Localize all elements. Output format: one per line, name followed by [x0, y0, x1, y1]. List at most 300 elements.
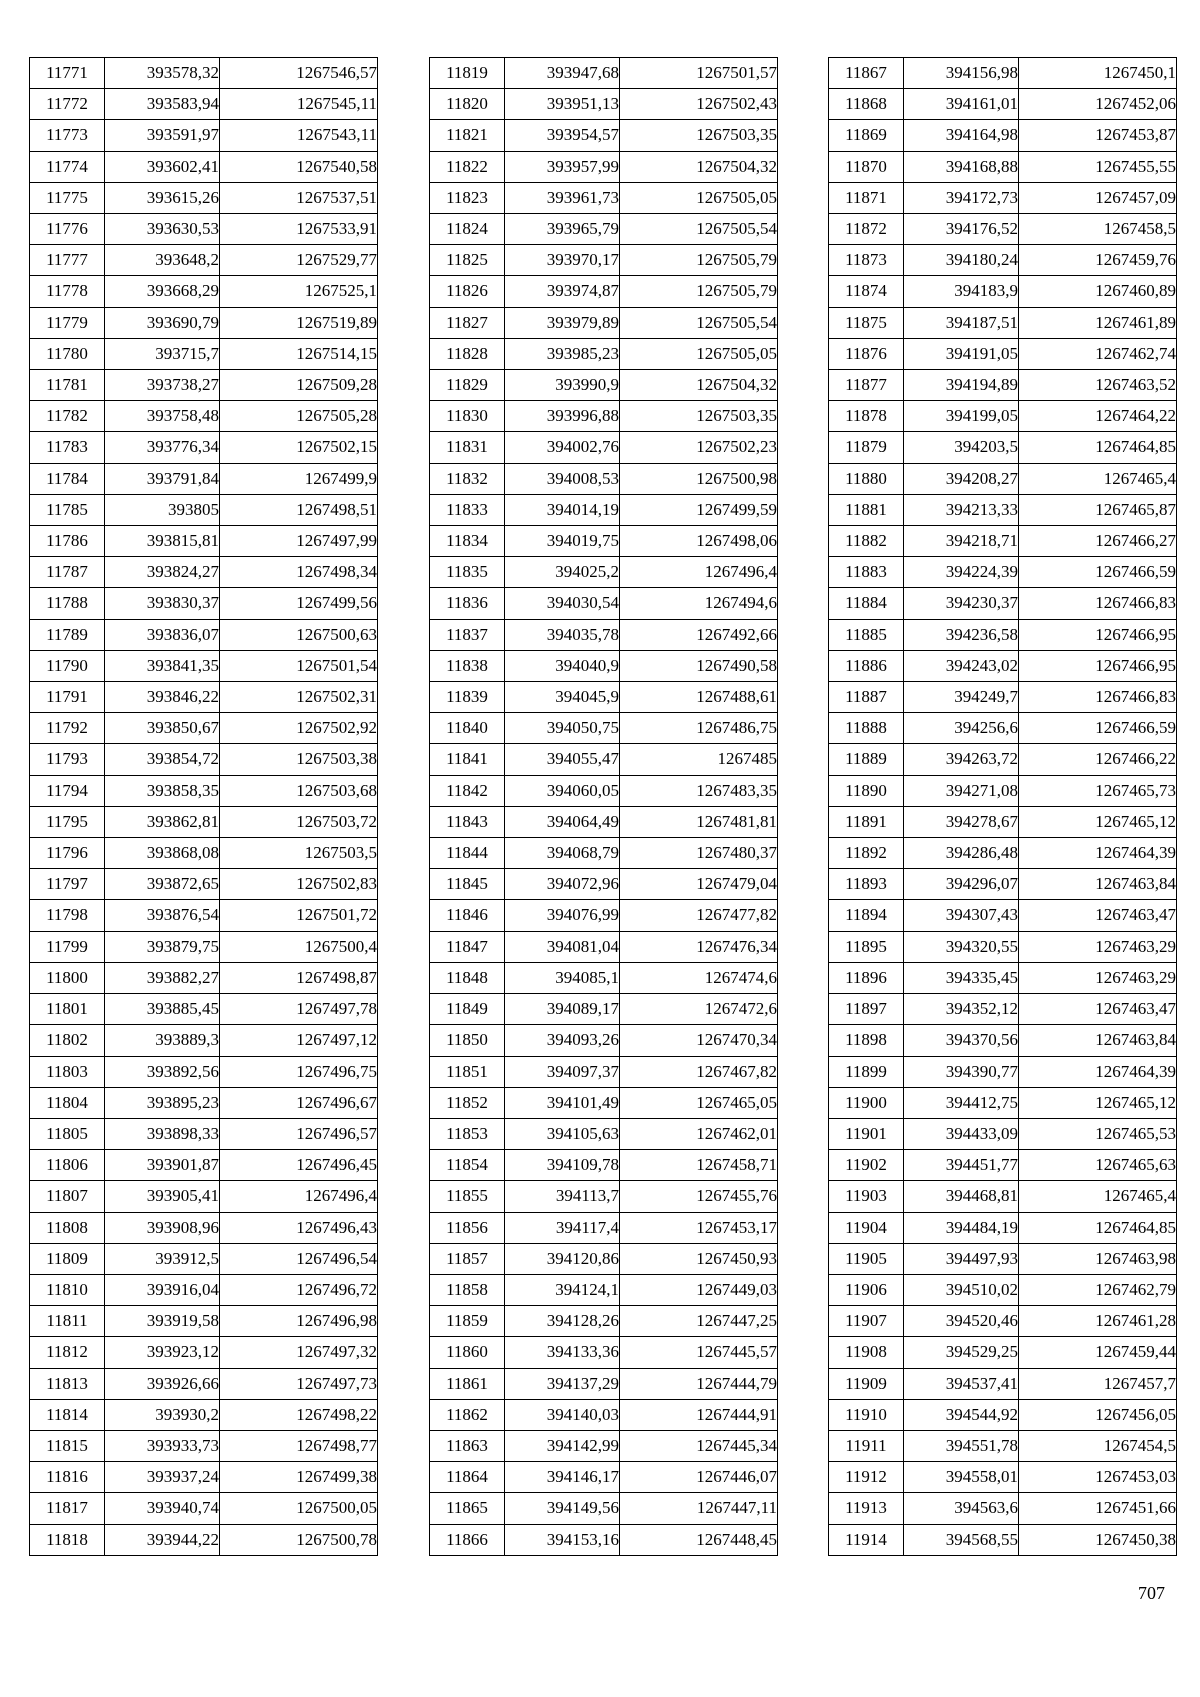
y-coordinate-cell: 1267540,58	[220, 151, 378, 182]
x-coordinate-cell: 394137,29	[505, 1368, 620, 1399]
x-coordinate-cell: 393940,74	[105, 1493, 220, 1524]
x-coordinate-cell: 394050,75	[505, 713, 620, 744]
point-number-cell: 11811	[30, 1306, 105, 1337]
y-coordinate-cell: 1267546,57	[220, 58, 378, 89]
y-coordinate-cell: 1267444,79	[620, 1368, 778, 1399]
x-coordinate-cell: 393776,34	[105, 432, 220, 463]
table-row	[430, 744, 778, 775]
y-coordinate-cell: 1267454,5	[1019, 1430, 1177, 1461]
y-coordinate-cell: 1267464,39	[1019, 838, 1177, 869]
table-row	[30, 1118, 378, 1149]
table-row	[30, 370, 378, 401]
x-coordinate-cell: 394140,03	[505, 1399, 620, 1430]
point-number-cell: 11858	[430, 1274, 505, 1305]
x-coordinate-cell: 394296,07	[904, 869, 1019, 900]
table-row	[430, 526, 778, 557]
table-row	[829, 900, 1177, 931]
table-row	[30, 89, 378, 120]
x-coordinate-cell: 394153,16	[505, 1524, 620, 1555]
y-coordinate-cell: 1267464,22	[1019, 401, 1177, 432]
x-coordinate-cell: 394161,01	[904, 89, 1019, 120]
table-row	[829, 744, 1177, 775]
table-row	[829, 1087, 1177, 1118]
x-coordinate-cell: 394008,53	[505, 463, 620, 494]
table-row	[30, 869, 378, 900]
x-coordinate-cell: 394097,37	[505, 1056, 620, 1087]
point-number-cell: 11788	[30, 588, 105, 619]
point-number-cell: 11868	[829, 89, 904, 120]
y-coordinate-cell: 1267460,89	[1019, 276, 1177, 307]
point-number-cell: 11783	[30, 432, 105, 463]
table-row	[430, 245, 778, 276]
y-coordinate-cell: 1267486,75	[620, 713, 778, 744]
y-coordinate-cell: 1267451,66	[1019, 1493, 1177, 1524]
point-number-cell: 11840	[430, 713, 505, 744]
table-row	[430, 1462, 778, 1493]
point-number-cell: 11862	[430, 1399, 505, 1430]
table-row	[430, 838, 778, 869]
x-coordinate-cell: 393824,27	[105, 557, 220, 588]
y-coordinate-cell: 1267499,59	[620, 494, 778, 525]
x-coordinate-cell: 394263,72	[904, 744, 1019, 775]
y-coordinate-cell: 1267488,61	[620, 682, 778, 713]
x-coordinate-cell: 394433,09	[904, 1118, 1019, 1149]
point-number-cell: 11796	[30, 838, 105, 869]
coordinate-table-2	[429, 57, 778, 1556]
y-coordinate-cell: 1267463,52	[1019, 370, 1177, 401]
table-row	[430, 338, 778, 369]
y-coordinate-cell: 1267477,82	[620, 900, 778, 931]
point-number-cell: 11875	[829, 307, 904, 338]
point-number-cell: 11849	[430, 994, 505, 1025]
table-row	[30, 432, 378, 463]
point-number-cell: 11829	[430, 370, 505, 401]
table-row	[829, 1337, 1177, 1368]
y-coordinate-cell: 1267474,6	[620, 962, 778, 993]
x-coordinate-cell: 394558,01	[904, 1462, 1019, 1493]
y-coordinate-cell: 1267505,54	[620, 307, 778, 338]
x-coordinate-cell: 393591,97	[105, 120, 220, 151]
point-number-cell: 11888	[829, 713, 904, 744]
table-row	[30, 1337, 378, 1368]
table-row	[30, 307, 378, 338]
point-number-cell: 11803	[30, 1056, 105, 1087]
y-coordinate-cell: 1267465,63	[1019, 1150, 1177, 1181]
table-row	[829, 245, 1177, 276]
y-coordinate-cell: 1267445,57	[620, 1337, 778, 1368]
y-coordinate-cell: 1267509,28	[220, 370, 378, 401]
point-number-cell: 11824	[430, 214, 505, 245]
table-row	[30, 120, 378, 151]
y-coordinate-cell: 1267463,98	[1019, 1243, 1177, 1274]
point-number-cell: 11847	[430, 931, 505, 962]
y-coordinate-cell: 1267448,45	[620, 1524, 778, 1555]
y-coordinate-cell: 1267498,22	[220, 1399, 378, 1430]
y-coordinate-cell: 1267496,4	[220, 1181, 378, 1212]
point-number-cell: 11909	[829, 1368, 904, 1399]
x-coordinate-cell: 394081,04	[505, 931, 620, 962]
point-number-cell: 11791	[30, 682, 105, 713]
table-row	[30, 1430, 378, 1461]
table-row	[430, 1493, 778, 1524]
point-number-cell: 11850	[430, 1025, 505, 1056]
x-coordinate-cell: 393836,07	[105, 619, 220, 650]
table-row	[30, 245, 378, 276]
y-coordinate-cell: 1267465,73	[1019, 775, 1177, 806]
x-coordinate-cell: 393930,2	[105, 1399, 220, 1430]
point-number-cell: 11846	[430, 900, 505, 931]
x-coordinate-cell: 394089,17	[505, 994, 620, 1025]
y-coordinate-cell: 1267503,5	[220, 838, 378, 869]
point-number-cell: 11778	[30, 276, 105, 307]
x-coordinate-cell: 394243,02	[904, 650, 1019, 681]
x-coordinate-cell: 394156,98	[904, 58, 1019, 89]
x-coordinate-cell: 393926,66	[105, 1368, 220, 1399]
y-coordinate-cell: 1267459,76	[1019, 245, 1177, 276]
y-coordinate-cell: 1267466,59	[1019, 557, 1177, 588]
y-coordinate-cell: 1267496,43	[220, 1212, 378, 1243]
table-row	[430, 463, 778, 494]
table-row	[430, 151, 778, 182]
table-row	[829, 1399, 1177, 1430]
x-coordinate-cell: 393879,75	[105, 931, 220, 962]
point-number-cell: 11823	[430, 182, 505, 213]
point-number-cell: 11890	[829, 775, 904, 806]
x-coordinate-cell: 394208,27	[904, 463, 1019, 494]
y-coordinate-cell: 1267450,38	[1019, 1524, 1177, 1555]
point-number-cell: 11831	[430, 432, 505, 463]
point-number-cell: 11795	[30, 806, 105, 837]
table-row	[30, 1056, 378, 1087]
x-coordinate-cell: 393965,79	[505, 214, 620, 245]
table-row	[829, 775, 1177, 806]
x-coordinate-cell: 393970,17	[505, 245, 620, 276]
point-number-cell: 11786	[30, 526, 105, 557]
y-coordinate-cell: 1267500,63	[220, 619, 378, 650]
point-number-cell: 11892	[829, 838, 904, 869]
y-coordinate-cell: 1267496,98	[220, 1306, 378, 1337]
point-number-cell: 11805	[30, 1118, 105, 1149]
point-number-cell: 11820	[430, 89, 505, 120]
x-coordinate-cell: 394093,26	[505, 1025, 620, 1056]
x-coordinate-cell: 394568,55	[904, 1524, 1019, 1555]
table-row	[430, 931, 778, 962]
y-coordinate-cell: 1267465,4	[1019, 463, 1177, 494]
table-row	[30, 994, 378, 1025]
point-number-cell: 11887	[829, 682, 904, 713]
point-number-cell: 11812	[30, 1337, 105, 1368]
x-coordinate-cell: 394249,7	[904, 682, 1019, 713]
point-number-cell: 11816	[30, 1462, 105, 1493]
y-coordinate-cell: 1267505,05	[620, 338, 778, 369]
y-coordinate-cell: 1267445,34	[620, 1430, 778, 1461]
table-row	[430, 1150, 778, 1181]
y-coordinate-cell: 1267503,72	[220, 806, 378, 837]
x-coordinate-cell: 394484,19	[904, 1212, 1019, 1243]
y-coordinate-cell: 1267494,6	[620, 588, 778, 619]
point-number-cell: 11798	[30, 900, 105, 931]
point-number-cell: 11822	[430, 151, 505, 182]
x-coordinate-cell: 394142,99	[505, 1430, 620, 1461]
table-row	[30, 1524, 378, 1555]
x-coordinate-cell: 394370,56	[904, 1025, 1019, 1056]
table-row	[829, 370, 1177, 401]
point-number-cell: 11896	[829, 962, 904, 993]
point-number-cell: 11901	[829, 1118, 904, 1149]
y-coordinate-cell: 1267446,07	[620, 1462, 778, 1493]
x-coordinate-cell: 393862,81	[105, 806, 220, 837]
y-coordinate-cell: 1267466,83	[1019, 682, 1177, 713]
table-row	[829, 931, 1177, 962]
y-coordinate-cell: 1267465,12	[1019, 806, 1177, 837]
table-row	[430, 401, 778, 432]
table-row	[430, 775, 778, 806]
point-number-cell: 11900	[829, 1087, 904, 1118]
table-row	[30, 151, 378, 182]
table-row	[829, 89, 1177, 120]
table-row	[829, 58, 1177, 89]
table-row	[430, 182, 778, 213]
y-coordinate-cell: 1267463,29	[1019, 931, 1177, 962]
table-row	[430, 494, 778, 525]
point-number-cell: 11804	[30, 1087, 105, 1118]
table-row	[30, 214, 378, 245]
point-number-cell: 11785	[30, 494, 105, 525]
table-row	[829, 650, 1177, 681]
table-row	[829, 1118, 1177, 1149]
table-row	[430, 1025, 778, 1056]
coordinate-table-3	[828, 57, 1177, 1556]
y-coordinate-cell: 1267449,03	[620, 1274, 778, 1305]
point-number-cell: 11863	[430, 1430, 505, 1461]
point-number-cell: 11837	[430, 619, 505, 650]
x-coordinate-cell: 394085,1	[505, 962, 620, 993]
x-coordinate-cell: 393898,33	[105, 1118, 220, 1149]
y-coordinate-cell: 1267466,83	[1019, 588, 1177, 619]
x-coordinate-cell: 394113,7	[505, 1181, 620, 1212]
point-number-cell: 11889	[829, 744, 904, 775]
point-number-cell: 11781	[30, 370, 105, 401]
x-coordinate-cell: 394563,6	[904, 1493, 1019, 1524]
point-number-cell: 11904	[829, 1212, 904, 1243]
y-coordinate-cell: 1267498,77	[220, 1430, 378, 1461]
y-coordinate-cell: 1267462,74	[1019, 338, 1177, 369]
y-coordinate-cell: 1267465,4	[1019, 1181, 1177, 1212]
y-coordinate-cell: 1267452,06	[1019, 89, 1177, 120]
y-coordinate-cell: 1267500,78	[220, 1524, 378, 1555]
point-number-cell: 11874	[829, 276, 904, 307]
x-coordinate-cell: 394176,52	[904, 214, 1019, 245]
y-coordinate-cell: 1267464,85	[1019, 432, 1177, 463]
x-coordinate-cell: 393937,24	[105, 1462, 220, 1493]
y-coordinate-cell: 1267459,44	[1019, 1337, 1177, 1368]
x-coordinate-cell: 394335,45	[904, 962, 1019, 993]
coordinate-table-body	[430, 58, 778, 1556]
table-row	[430, 806, 778, 837]
x-coordinate-cell: 394551,78	[904, 1430, 1019, 1461]
y-coordinate-cell: 1267456,05	[1019, 1399, 1177, 1430]
y-coordinate-cell: 1267502,31	[220, 682, 378, 713]
y-coordinate-cell: 1267463,47	[1019, 994, 1177, 1025]
x-coordinate-cell: 394120,86	[505, 1243, 620, 1274]
x-coordinate-cell: 393846,22	[105, 682, 220, 713]
table-row	[430, 962, 778, 993]
point-number-cell: 11843	[430, 806, 505, 837]
point-number-cell: 11878	[829, 401, 904, 432]
x-coordinate-cell: 393885,45	[105, 994, 220, 1025]
x-coordinate-cell: 394544,92	[904, 1399, 1019, 1430]
point-number-cell: 11913	[829, 1493, 904, 1524]
y-coordinate-cell: 1267498,87	[220, 962, 378, 993]
point-number-cell: 11912	[829, 1462, 904, 1493]
x-coordinate-cell: 394390,77	[904, 1056, 1019, 1087]
x-coordinate-cell: 394101,49	[505, 1087, 620, 1118]
table-row	[30, 463, 378, 494]
y-coordinate-cell: 1267497,32	[220, 1337, 378, 1368]
x-coordinate-cell: 393892,56	[105, 1056, 220, 1087]
table-row	[829, 463, 1177, 494]
point-number-cell: 11815	[30, 1430, 105, 1461]
table-row	[829, 1462, 1177, 1493]
y-coordinate-cell: 1267497,78	[220, 994, 378, 1025]
table-row	[829, 713, 1177, 744]
point-number-cell: 11800	[30, 962, 105, 993]
table-row	[829, 1056, 1177, 1087]
point-number-cell: 11859	[430, 1306, 505, 1337]
coordinate-table-body	[829, 58, 1177, 1556]
point-number-cell: 11826	[430, 276, 505, 307]
x-coordinate-cell: 393951,13	[505, 89, 620, 120]
point-number-cell: 11814	[30, 1399, 105, 1430]
y-coordinate-cell: 1267503,38	[220, 744, 378, 775]
point-number-cell: 11895	[829, 931, 904, 962]
table-row	[30, 775, 378, 806]
point-number-cell: 11777	[30, 245, 105, 276]
x-coordinate-cell: 393715,7	[105, 338, 220, 369]
table-row	[829, 806, 1177, 837]
y-coordinate-cell: 1267545,11	[220, 89, 378, 120]
y-coordinate-cell: 1267463,84	[1019, 1025, 1177, 1056]
point-number-cell: 11857	[430, 1243, 505, 1274]
x-coordinate-cell: 394320,55	[904, 931, 1019, 962]
table-row	[430, 58, 778, 89]
y-coordinate-cell: 1267444,91	[620, 1399, 778, 1430]
y-coordinate-cell: 1267503,35	[620, 401, 778, 432]
point-number-cell: 11869	[829, 120, 904, 151]
point-number-cell: 11881	[829, 494, 904, 525]
x-coordinate-cell: 393944,22	[105, 1524, 220, 1555]
x-coordinate-cell: 394510,02	[904, 1274, 1019, 1305]
table-row	[829, 838, 1177, 869]
x-coordinate-cell: 393933,73	[105, 1430, 220, 1461]
table-row	[430, 1368, 778, 1399]
table-row	[829, 1493, 1177, 1524]
x-coordinate-cell: 393974,87	[505, 276, 620, 307]
x-coordinate-cell: 394278,67	[904, 806, 1019, 837]
y-coordinate-cell: 1267470,34	[620, 1025, 778, 1056]
x-coordinate-cell: 393919,58	[105, 1306, 220, 1337]
y-coordinate-cell: 1267455,55	[1019, 151, 1177, 182]
table-row	[430, 370, 778, 401]
y-coordinate-cell: 1267467,82	[620, 1056, 778, 1087]
y-coordinate-cell: 1267504,32	[620, 370, 778, 401]
x-coordinate-cell: 394451,77	[904, 1150, 1019, 1181]
y-coordinate-cell: 1267465,12	[1019, 1087, 1177, 1118]
point-number-cell: 11806	[30, 1150, 105, 1181]
table-row	[30, 962, 378, 993]
point-number-cell: 11883	[829, 557, 904, 588]
x-coordinate-cell: 393957,99	[505, 151, 620, 182]
table-row	[829, 494, 1177, 525]
x-coordinate-cell: 394307,43	[904, 900, 1019, 931]
table-row	[430, 276, 778, 307]
x-coordinate-cell: 394271,08	[904, 775, 1019, 806]
y-coordinate-cell: 1267519,89	[220, 307, 378, 338]
y-coordinate-cell: 1267497,12	[220, 1025, 378, 1056]
x-coordinate-cell: 394172,73	[904, 182, 1019, 213]
table-row	[430, 1212, 778, 1243]
point-number-cell: 11882	[829, 526, 904, 557]
table-row	[30, 1306, 378, 1337]
table-row	[430, 588, 778, 619]
y-coordinate-cell: 1267529,77	[220, 245, 378, 276]
y-coordinate-cell: 1267457,09	[1019, 182, 1177, 213]
y-coordinate-cell: 1267501,54	[220, 650, 378, 681]
x-coordinate-cell: 394117,4	[505, 1212, 620, 1243]
x-coordinate-cell: 394224,39	[904, 557, 1019, 588]
y-coordinate-cell: 1267501,57	[620, 58, 778, 89]
table-row	[829, 1243, 1177, 1274]
table-row	[30, 1368, 378, 1399]
point-number-cell: 11856	[430, 1212, 505, 1243]
table-row	[829, 338, 1177, 369]
point-number-cell: 11772	[30, 89, 105, 120]
table-row	[30, 557, 378, 588]
x-coordinate-cell: 394187,51	[904, 307, 1019, 338]
y-coordinate-cell: 1267496,45	[220, 1150, 378, 1181]
x-coordinate-cell: 394213,33	[904, 494, 1019, 525]
x-coordinate-cell: 393668,29	[105, 276, 220, 307]
point-number-cell: 11776	[30, 214, 105, 245]
table-row	[829, 1306, 1177, 1337]
x-coordinate-cell: 394529,25	[904, 1337, 1019, 1368]
table-row	[30, 1274, 378, 1305]
table-row	[30, 682, 378, 713]
point-number-cell: 11879	[829, 432, 904, 463]
table-row	[30, 1462, 378, 1493]
point-number-cell: 11854	[430, 1150, 505, 1181]
point-number-cell: 11885	[829, 619, 904, 650]
table-row	[430, 994, 778, 1025]
y-coordinate-cell: 1267463,29	[1019, 962, 1177, 993]
point-number-cell: 11773	[30, 120, 105, 151]
table-row	[829, 120, 1177, 151]
point-number-cell: 11835	[430, 557, 505, 588]
x-coordinate-cell: 394191,05	[904, 338, 1019, 369]
table-row	[30, 182, 378, 213]
table-row	[30, 1150, 378, 1181]
point-number-cell: 11844	[430, 838, 505, 869]
y-coordinate-cell: 1267464,39	[1019, 1056, 1177, 1087]
page-number: 707	[1138, 1583, 1165, 1603]
y-coordinate-cell: 1267500,05	[220, 1493, 378, 1524]
x-coordinate-cell: 394256,6	[904, 713, 1019, 744]
point-number-cell: 11801	[30, 994, 105, 1025]
y-coordinate-cell: 1267496,4	[620, 557, 778, 588]
y-coordinate-cell: 1267514,15	[220, 338, 378, 369]
x-coordinate-cell: 394286,48	[904, 838, 1019, 869]
y-coordinate-cell: 1267461,28	[1019, 1306, 1177, 1337]
